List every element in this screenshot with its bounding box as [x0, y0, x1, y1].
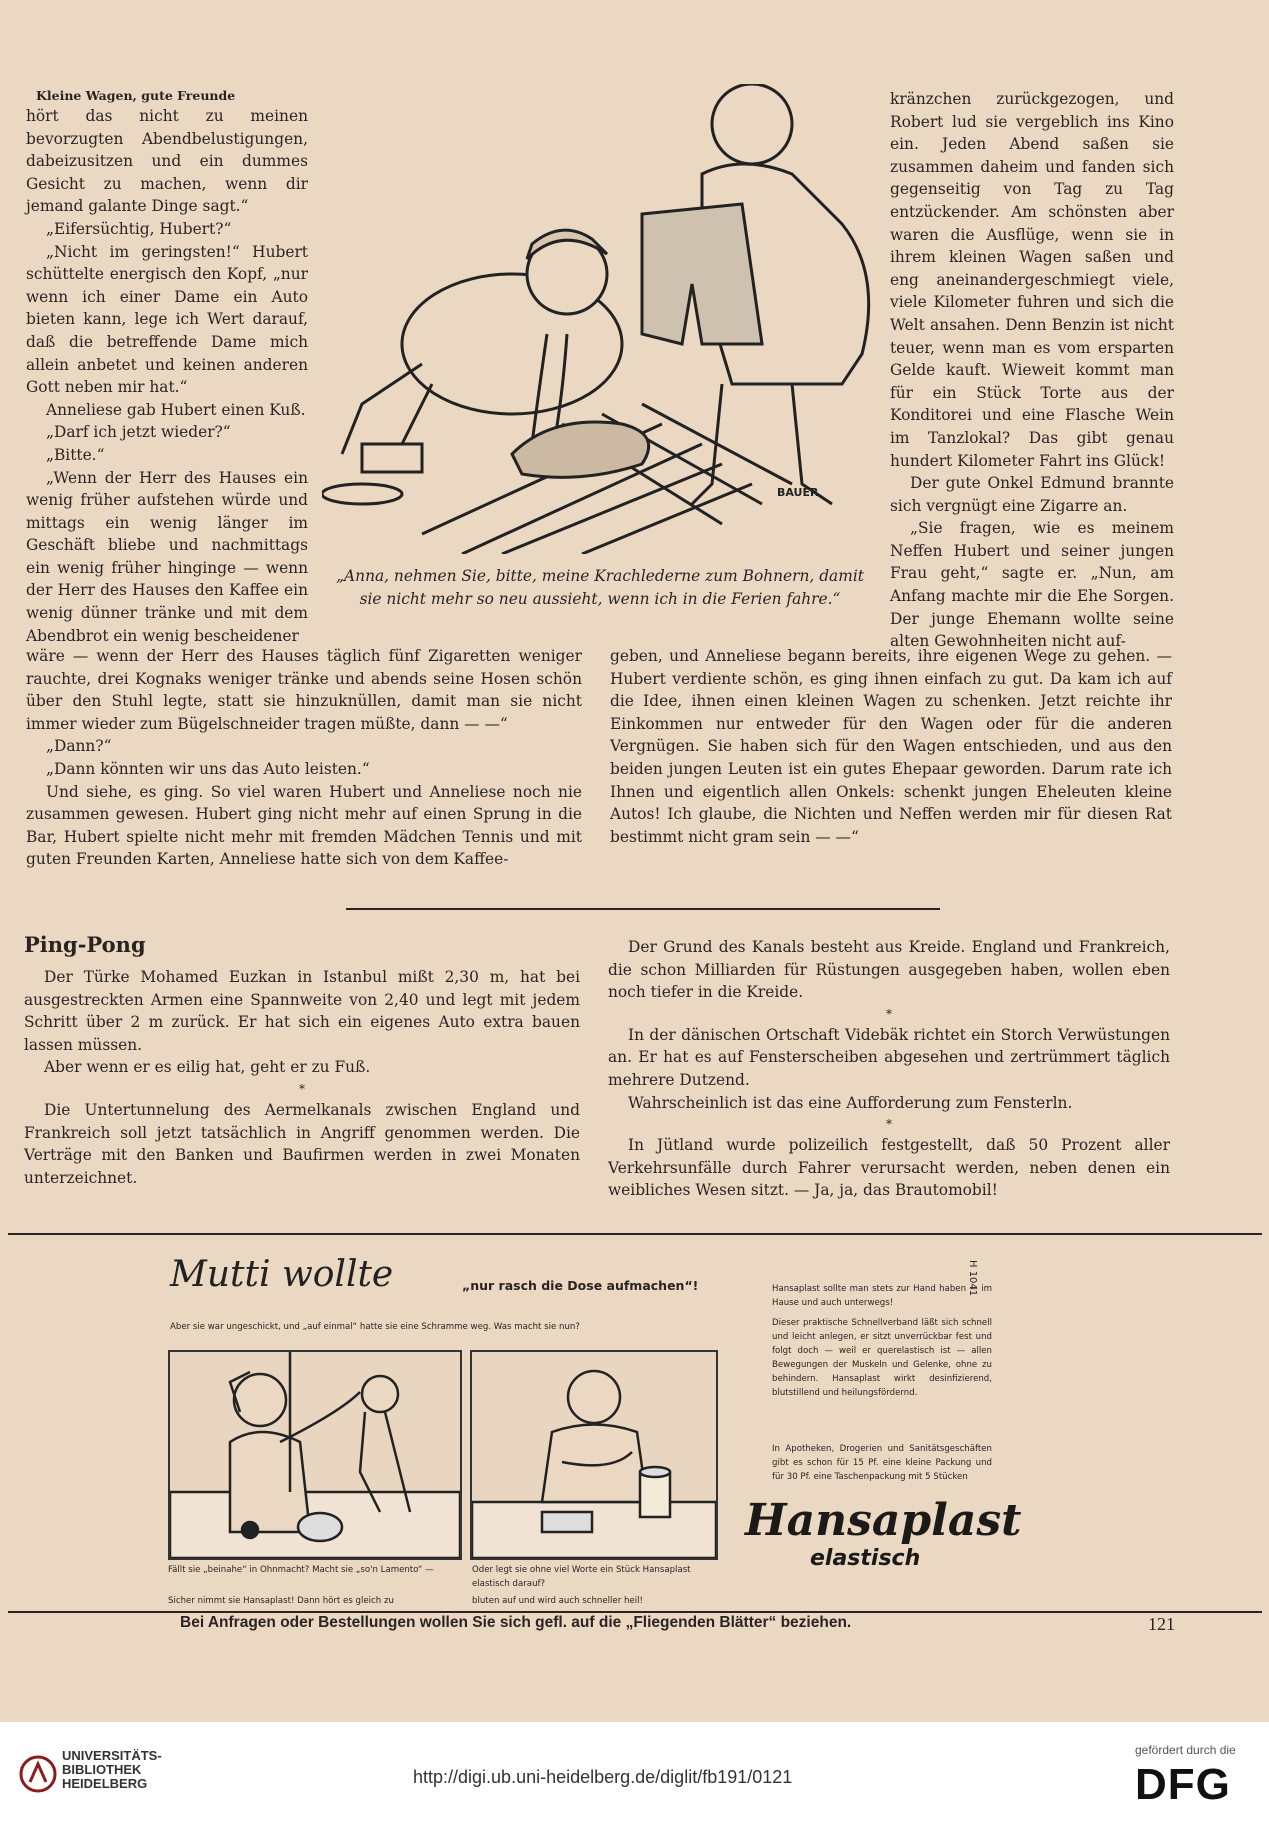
story-right-column — [890, 88, 1174, 653]
story-paragraph: Der gute Onkel Edmund brannte sich vergnügt eine Zigarre an. — [890, 474, 1174, 515]
pingpong-title: Ping-Pong — [24, 932, 146, 957]
ad-headline-script: Mutti wollte — [170, 1254, 394, 1295]
ad-code: H 1041 — [967, 1260, 978, 1297]
ad-headline: „nur rasch die Dose aufmachen“! — [462, 1278, 699, 1293]
panel1-drawing — [170, 1352, 460, 1558]
story-paragraph: „Nicht im geringsten!“ Hubert schüttelte energisch den Kopf, „nur wenn ich einer Dame ein Auto bieten kann, lege ich Wert darauf, daß die betreffende Dame mich allein anbetet und keinen anderen Gott neben mir hat.“ — [26, 242, 308, 397]
ad-panel-hansaplast — [470, 1350, 718, 1560]
story-paragraph: hört das nicht zu meinen bevorzugten Abendbelustigungen, dabeizusitzen und ein dummes Gesicht zu machen, wenn dir jemand galante Dinge sagt.“ — [26, 107, 308, 216]
pingpong-paragraph: Die Untertunnelung des Aermelkanals zwischen England und Frankreich soll jetzt tatsächlich in Angriff genommen werden. Die Verträge mit den Banken und Baufirmen werden in zwei Monaten unterzeichnet. — [24, 1100, 580, 1187]
permalink[interactable]: http://digi.ub.uni-heidelberg.de/diglit/fb191/0121 — [413, 1767, 793, 1787]
ad-panel-ohnmacht — [168, 1350, 462, 1560]
artist-signature: BAUER — [777, 486, 819, 499]
story-left-wide-column — [26, 645, 582, 871]
separator-asterisk: * — [299, 1081, 305, 1096]
story-paragraph: „Wenn der Herr des Hauses ein wenig früher aufstehen würde und mittags ein wenig länger im Geschäft bliebe und nachmittags ein wenig früher hinginge — wenn der Herr des Hauses den Kaffee ein wenig dünner tränke und mit dem Abendbrot ein wenig bescheidener — [26, 468, 308, 645]
ad-panel2-caption: Oder legt sie ohne viel Worte ein Stück Hansaplast elastisch darauf? — [472, 1565, 691, 1589]
pingpong-right-column — [608, 936, 1170, 1202]
panel2-drawing — [472, 1352, 716, 1558]
story-right-wide-column — [610, 645, 1172, 848]
section-divider — [346, 908, 940, 910]
hansaplast-brand-logo: Hansaplast — [745, 1495, 1022, 1546]
page-number: 121 — [1148, 1614, 1175, 1634]
illustration-anna-bohnern — [322, 84, 892, 554]
ad-bottom-right: bluten auf und wird auch schneller heil! — [472, 1596, 643, 1606]
separator-asterisk: * — [886, 1117, 892, 1132]
hansaplast-advertisement — [10, 1232, 1262, 1612]
illustration-caption: „Anna, nehmen Sie, bitte, meine Krachlederne zum Bohnern, damit sie nicht mehr so neu aussieht, wenn ich in die Ferien fahre.“ — [336, 567, 864, 608]
story-paragraph: Anneliese gab Hubert einen Kuß. — [46, 400, 306, 419]
pingpong-left-column — [24, 966, 580, 1189]
library-name: UNIVERSITÄTS- BIBLIOTHEK HEIDELBERG — [62, 1748, 162, 1791]
pingpong-paragraph: In der dänischen Ortschaft Videbäk richtet ein Storch Verwüstungen an. Er hat es auf Fensterscheiben abgesehen und zertrümmert täglich mehrere Dutzend. — [608, 1025, 1170, 1089]
pingpong-paragraph: Der Türke Mohamed Euzkan in Istanbul mißt 2,30 m, hat bei ausgestreckten Armen eine Spannweite von 2,40 und legt mit jedem Schritt über 2 m zurück. Er hat sich ein eigenes Auto extra bauen lassen müssen. — [24, 968, 580, 1054]
ad-side-text-2: Dieser praktische Schnellverband läßt sich schnell und leicht anlegen, er sitzt unverrückbar fest und folgt doch — weil er querelastisch ist — allen Bewegungen der Muskeln und Gelenke, ohne zu behindern. Hansaplast wirkt desinfizierend, blutstillend und heilungsfördernd. — [772, 1318, 992, 1398]
separator-asterisk: * — [886, 1006, 892, 1021]
pingpong-paragraph: Aber wenn er es eilig hat, geht er zu Fuß. — [44, 1058, 371, 1077]
library-seal-icon — [18, 1750, 58, 1798]
footer-notice: Bei Anfragen oder Bestellungen wollen Sie sich gefl. auf die „Fliegenden Blätter“ beziehen. — [180, 1614, 852, 1631]
ad-side-text-3: In Apotheken, Drogerien und Sanitätsgeschäften gibt es schon für 15 Pf. eine kleine Packung und für 30 Pf. eine Taschenpackung mit 5 Stücken — [772, 1444, 992, 1482]
ad-side-text-1: Hansaplast sollte man stets zur Hand haben — im Hause und auch unterwegs! — [772, 1284, 992, 1308]
story-left-column — [26, 105, 308, 647]
story-paragraph: Und siehe, es ging. So viel waren Hubert und Anneliese noch nie zusammen gewesen. Hubert ging nicht mehr auf einen Sprung in die Bar, Hubert spielte nicht mehr mit fremden Mädchen Tennis und mit guten Freunden Karten, Anneliese hatte sich von dem Kaffee- — [26, 782, 582, 869]
story-header: Kleine Wagen, gute Freunde — [36, 88, 236, 103]
story-paragraph: „Sie fragen, wie es meinem Neffen Hubert und seiner jungen Frau geht,“ sagte er. „Nun, am Anfang machte mir die Ehe Sorgen. Der junge Ehemann wollte seine alten Gewohnheiten nicht auf- — [890, 519, 1174, 651]
ad-bottom-left: Sicher nimmt sie Hansaplast! Dann hört es gleich zu — [168, 1596, 394, 1606]
story-paragraph: „Darf ich jetzt wieder?“ — [46, 423, 231, 442]
hansaplast-brand-sub: elastisch — [810, 1546, 921, 1571]
story-paragraph: „Dann?“ — [46, 737, 112, 756]
ad-panel1-caption: Fällt sie „beinahe“ in Ohnmacht? Macht sie „so'n Lamento“ — — [168, 1565, 434, 1575]
pingpong-paragraph: Wahrscheinlich ist das eine Aufforderung zum Fensterln. — [628, 1093, 1073, 1112]
pingpong-paragraph: In Jütland wurde polizeilich festgestellt, daß 50 Prozent aller Verkehrsunfälle durch Fahrer verursacht werden, neben denen ein weibliches Wesen sitzt. — Ja, ja, das Brautomobil! — [608, 1136, 1170, 1200]
story-paragraph: „Eifersüchtig, Hubert?“ — [46, 219, 232, 238]
story-paragraph: „Dann könnten wir uns das Auto leisten.“ — [46, 759, 370, 778]
funding-label: gefördert durch die — [1135, 1743, 1236, 1757]
story-paragraph: geben, und Anneliese begann bereits, ihre eigenen Wege zu gehen. — Hubert verdiente schön, es ging ihnen einfach zu gut. Da kam ich auf die Idee, ihnen einen kleinen Wagen zu schenken. Jetzt reichte ihr Einkommen nur entweder für den Wagen oder für die anderen Vergnügen. Sie haben sich für den Wagen entschieden, und aus den beiden jungen Leuten ist ein gutes Ehepaar geworden. Darum rate ich Ihnen und eigentlich allen Onkels: schenkt jungen Eheleuten kleine Autos! Ich glaube, die Nichten und Neffen werden mir für diesen Rat bestimmt nicht gram sein — —“ — [610, 647, 1172, 846]
ad-subline: Aber sie war ungeschickt, und „auf einmal“ hatte sie eine Schramme weg. Was macht sie nun? — [170, 1322, 580, 1332]
cartoon-drawing — [322, 84, 892, 554]
ad-bottom-rule — [8, 1611, 1262, 1613]
story-paragraph: wäre — wenn der Herr des Hauses täglich fünf Zigaretten weniger rauchte, drei Kognaks weniger tränke und abends seine Hosen schön über den Stuhl legte, statt sie hinzuknüllen, damit man sie nicht immer wieder zum Bügelschneider tragen müßte, dann — —“ — [26, 647, 582, 733]
story-paragraph: kränzchen zurückgezogen, und Robert lud sie vergeblich ins Kino ein. Jeden Abend saßen sie zusammen daheim und fanden sich gegenseitig von Tag zu Tag entzückender. Am schönsten aber waren die Ausflüge, wenn sie in ihrem kleinen Wagen saßen und eng aneinandergeschmiegt viele, viele Kilometer fuhren und sich die Welt ansahen. Denn Benzin ist nicht teuer, wenn man es vom ersparten Gelde kauft. Wieweit kommt man für ein Stück Torte aus der Konditorei und eine Flasche Wein im Tanzlokal? Das gibt genau hundert Kilometer Fahrt ins Glück! — [890, 90, 1174, 470]
dfg-logo: DFG — [1135, 1760, 1231, 1809]
pingpong-paragraph: Der Grund des Kanals besteht aus Kreide. England und Frankreich, die schon Milliarden für Rüstungen ausgegeben haben, wollen eben noch tiefer in die Kreide. — [608, 938, 1170, 1002]
story-paragraph: „Bitte.“ — [46, 445, 105, 464]
